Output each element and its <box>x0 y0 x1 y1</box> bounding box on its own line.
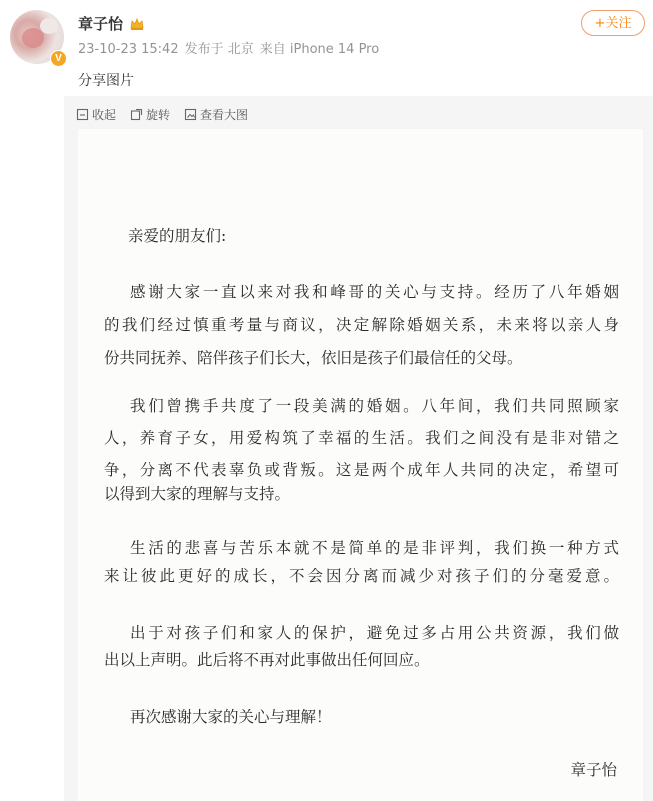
letter-line: 出于对孩子们和家人的保护，避免过多占用公共资源，我们做 <box>130 624 619 642</box>
view-large-icon <box>184 108 197 121</box>
letter-greeting: 亲爱的朋友们: <box>128 227 227 245</box>
collapse-label: 收起 <box>92 107 117 122</box>
verified-badge-icon: V <box>50 50 67 67</box>
avatar-image-detail-2 <box>40 18 58 34</box>
post-text: 分享图片 <box>78 73 134 89</box>
collapse-button[interactable] <box>76 106 116 123</box>
rotate-button[interactable] <box>130 106 170 123</box>
letter-line: 的我们经过慎重考量与商议，决定解除婚姻关系，未来将以亲人身 <box>104 316 619 334</box>
letter-closing: 再次感谢大家的关心与理解！ <box>130 708 332 726</box>
letter-line: 来让彼此更好的成长，不会因分离而减少对孩子们的分毫爱意。 <box>104 567 619 585</box>
letter-line: 出以上声明。此后将不再对此事做出任何回应。 <box>104 651 430 669</box>
statement-image[interactable] <box>78 129 643 801</box>
image-toolbar <box>76 104 262 124</box>
post-source: 来自 iPhone 14 Pro <box>259 42 380 57</box>
letter-line: 以得到大家的理解与支持。 <box>104 485 291 503</box>
collapse-icon <box>76 108 89 121</box>
avatar-image-detail <box>22 28 44 48</box>
post-meta <box>78 41 385 59</box>
username[interactable]: 章子怡 <box>78 15 124 33</box>
letter-line: 生活的悲喜与苦乐本就不是简单的是非评判，我们换一种方式 <box>130 539 619 557</box>
follow-button[interactable]: +关注 <box>581 10 645 36</box>
view-large-label: 查看大图 <box>200 107 249 122</box>
letter-line: 感谢大家一直以来对我和峰哥的关心与支持。经历了八年婚姻 <box>130 283 619 301</box>
crown-icon <box>129 16 145 32</box>
view-large-button[interactable] <box>184 106 248 123</box>
letter-line: 人，养育子女，用爱构筑了幸福的生活。我们之间没有是非对错之 <box>104 429 619 447</box>
letter-line: 争，分离不代表辜负或背叛。这是两个成年人共同的决定，希望可 <box>104 461 619 479</box>
letter-line: 我们曾携手共度了一段美满的婚姻。八年间，我们共同照顾家 <box>130 397 619 415</box>
post-location: 发布于 北京 <box>184 42 254 57</box>
rotate-label: 旋转 <box>146 107 171 122</box>
letter-line: 份共同抚养、陪伴孩子们长大，依旧是孩子们最信任的父母。 <box>104 349 523 367</box>
rotate-icon <box>130 108 143 121</box>
post-time[interactable]: 23-10-23 15:42 <box>78 42 179 57</box>
letter-signature: 章子怡 <box>570 761 617 779</box>
